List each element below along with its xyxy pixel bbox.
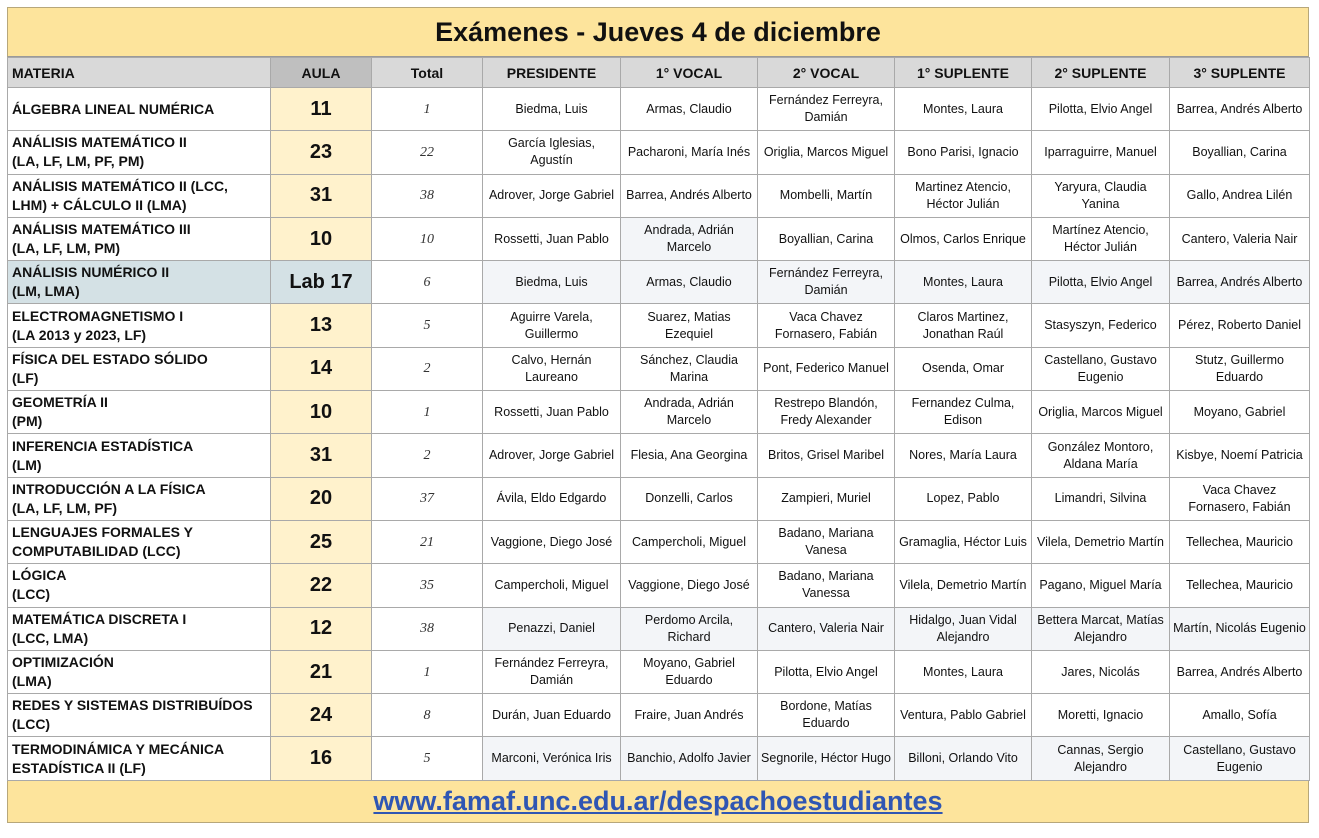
materia-careers: (LM) [12,456,42,473]
header-total: Total [372,58,483,88]
suplente-1-cell: Martinez Atencio, Héctor Julián [895,174,1032,217]
materia-careers: COMPUTABILIDAD (LCC) [12,543,181,560]
vocal-2-cell: Bordone, Matías Eduardo [758,694,895,737]
suplente-1-cell: Montes, Laura [895,88,1032,131]
materia-name: ÁLGEBRA LINEAL NUMÉRICA [12,100,215,117]
vocal-1-cell: Armas, Claudio [621,88,758,131]
total-cell: 1 [372,88,483,131]
header-row [8,58,1310,88]
presidente-cell: Adrover, Jorge Gabriel [483,174,621,217]
suplente-3-cell: Martín, Nicolás Eugenio [1170,607,1310,650]
suplente-1-cell: Vilela, Demetrio Martín [895,564,1032,607]
suplente-1-cell: Hidalgo, Juan Vidal Alejandro [895,607,1032,650]
suplente-1-cell: Nores, María Laura [895,434,1032,477]
total-cell: 5 [372,304,483,347]
aula-cell: 21 [271,650,372,693]
materia-name: ELECTROMAGNETISMO I [12,307,184,324]
presidente-cell: Rossetti, Juan Pablo [483,391,621,434]
total-cell: 1 [372,650,483,693]
header-presidente: PRESIDENTE [483,58,621,88]
vocal-2-cell: Boyallian, Carina [758,217,895,260]
suplente-3-cell: Barrea, Andrés Alberto [1170,261,1310,304]
materia-name: OPTIMIZACIÓN [12,654,114,670]
suplente-3-cell: Tellechea, Mauricio [1170,564,1310,607]
vocal-2-cell: Britos, Grisel Maribel [758,434,895,477]
materia-cell [8,131,271,174]
materia-cell [8,607,271,650]
suplente-3-cell: Tellechea, Mauricio [1170,520,1310,563]
total-cell: 10 [372,217,483,260]
materia-cell [8,217,271,260]
vocal-2-cell: Badano, Mariana Vanessa [758,564,895,607]
suplente-3-cell: Amallo, Sofía [1170,694,1310,737]
materia-cell [8,650,271,693]
vocal-2-cell: Fernández Ferreyra, Damián [758,88,895,131]
presidente-cell: Calvo, Hernán Laureano [483,347,621,390]
suplente-2-cell: Castellano, Gustavo Eugenio [1032,347,1170,390]
header-aula: AULA [271,58,372,88]
suplente-1-cell: Olmos, Carlos Enrique [895,217,1032,260]
suplente-2-cell: Pagano, Miguel María [1032,564,1170,607]
table-row [8,607,1310,650]
table-row [8,434,1310,477]
vocal-1-cell: Perdomo Arcila, Richard [621,607,758,650]
aula-cell: 14 [271,347,372,390]
materia-name: REDES Y SISTEMAS DISTRIBUÍDOS [12,697,253,714]
suplente-2-cell: Stasyszyn, Federico [1032,304,1170,347]
aula-cell: 11 [271,88,372,131]
materia-cell [8,391,271,434]
materia-name: FÍSICA DEL ESTADO SÓLIDO [12,350,208,367]
presidente-cell: Aguirre Varela, Guillermo [483,304,621,347]
total-cell: 8 [372,694,483,737]
suplente-1-cell: Billoni, Orlando Vito [895,737,1032,780]
vocal-2-cell: Cantero, Valeria Nair [758,607,895,650]
suplente-3-cell: Kisbye, Noemí Patricia [1170,434,1310,477]
aula-cell: Lab 17 [271,261,372,304]
vocal-2-cell: Mombelli, Martín [758,174,895,217]
materia-careers: (LM, LMA) [12,283,80,300]
despacho-estudiantes-link[interactable]: www.famaf.unc.edu.ar/despachoestudiantes [373,785,943,816]
total-cell: 37 [372,477,483,520]
presidente-cell: Rossetti, Juan Pablo [483,217,621,260]
materia-name: ANÁLISIS MATEMÁTICO II (LCC, [12,177,228,194]
presidente-cell: Biedma, Luis [483,88,621,131]
aula-cell: 31 [271,174,372,217]
suplente-3-cell: Boyallian, Carina [1170,131,1310,174]
aula-cell: 25 [271,520,372,563]
suplente-3-cell: Cantero, Valeria Nair [1170,217,1310,260]
total-cell: 38 [372,174,483,217]
materia-cell [8,88,271,131]
suplente-2-cell: Cannas, Sergio Alejandro [1032,737,1170,780]
total-cell: 22 [372,131,483,174]
vocal-2-cell: Pilotta, Elvio Angel [758,650,895,693]
materia-careers: (PM) [12,413,43,430]
vocal-1-cell: Pacharoni, María Inés [621,131,758,174]
exam-table [7,57,1310,781]
presidente-cell: Adrover, Jorge Gabriel [483,434,621,477]
suplente-2-cell: Yaryura, Claudia Yanina [1032,174,1170,217]
page-title: Exámenes - Jueves 4 de diciembre [435,16,881,47]
suplente-2-cell: Pilotta, Elvio Angel [1032,88,1170,131]
table-row [8,174,1310,217]
suplente-2-cell: Pilotta, Elvio Angel [1032,261,1170,304]
presidente-cell: Fernández Ferreyra, Damián [483,650,621,693]
table-body [8,88,1310,781]
materia-cell [8,694,271,737]
materia-name: ANÁLISIS MATEMÁTICO III [12,221,191,238]
suplente-3-cell: Vaca Chavez Fornasero, Fabián [1170,477,1310,520]
vocal-1-cell: Armas, Claudio [621,261,758,304]
materia-cell [8,434,271,477]
vocal-2-cell: Vaca Chavez Fornasero, Fabián [758,304,895,347]
aula-cell: 24 [271,694,372,737]
aula-cell: 10 [271,217,372,260]
aula-cell: 13 [271,304,372,347]
suplente-3-cell: Castellano, Gustavo Eugenio [1170,737,1310,780]
footer-bar [7,781,1309,823]
suplente-1-cell: Osenda, Omar [895,347,1032,390]
presidente-cell: Biedma, Luis [483,261,621,304]
presidente-cell: Ávila, Eldo Edgardo [483,477,621,520]
total-cell: 1 [372,391,483,434]
suplente-2-cell: Jares, Nicolás [1032,650,1170,693]
total-cell: 6 [372,261,483,304]
total-cell: 5 [372,737,483,780]
suplente-2-cell: Moretti, Ignacio [1032,694,1170,737]
materia-careers: (LCC, LMA) [12,629,89,646]
vocal-1-cell: Sánchez, Claudia Marina [621,347,758,390]
materia-careers: (LA 2013 y 2023, LF) [12,326,147,343]
suplente-1-cell: Fernandez Culma, Edison [895,391,1032,434]
materia-careers: (LCC) [12,716,51,733]
materia-careers: ESTADÍSTICA II (LF) [12,759,146,776]
vocal-2-cell: Fernández Ferreyra, Damián [758,261,895,304]
presidente-cell: Marconi, Verónica Iris [483,737,621,780]
aula-cell: 16 [271,737,372,780]
aula-cell: 10 [271,391,372,434]
vocal-1-cell: Fraire, Juan Andrés [621,694,758,737]
aula-cell: 20 [271,477,372,520]
table-row [8,131,1310,174]
header-suplente-2: 2° SUPLENTE [1032,58,1170,88]
header-materia: MATERIA [8,58,271,88]
table-row [8,650,1310,693]
total-cell: 38 [372,607,483,650]
suplente-3-cell: Pérez, Roberto Daniel [1170,304,1310,347]
table-row [8,347,1310,390]
suplente-3-cell: Gallo, Andrea Lilén [1170,174,1310,217]
header-vocal-2: 2° VOCAL [758,58,895,88]
total-cell: 21 [372,520,483,563]
materia-name: INTRODUCCIÓN A LA FÍSICA [12,480,206,497]
aula-cell: 12 [271,607,372,650]
table-row [8,477,1310,520]
vocal-1-cell: Andrada, Adrián Marcelo [621,391,758,434]
suplente-1-cell: Bono Parisi, Ignacio [895,131,1032,174]
materia-careers: (LCC) [12,586,51,603]
suplente-1-cell: Montes, Laura [895,650,1032,693]
aula-cell: 23 [271,131,372,174]
materia-cell [8,520,271,563]
materia-careers: (LA, LF, LM, PF, PM) [12,153,145,170]
materia-careers: (LA, LF, LM, PM) [12,240,121,257]
suplente-2-cell: Vilela, Demetrio Martín [1032,520,1170,563]
header-vocal-1: 1° VOCAL [621,58,758,88]
table-row [8,261,1310,304]
materia-cell [8,304,271,347]
table-row [8,217,1310,260]
suplente-1-cell: Gramaglia, Héctor Luis [895,520,1032,563]
vocal-1-cell: Barrea, Andrés Alberto [621,174,758,217]
suplente-2-cell: Martínez Atencio, Héctor Julián [1032,217,1170,260]
total-cell: 35 [372,564,483,607]
table-row [8,88,1310,131]
vocal-1-cell: Donzelli, Carlos [621,477,758,520]
suplente-1-cell: Claros Martinez, Jonathan Raúl [895,304,1032,347]
vocal-1-cell: Andrada, Adrián Marcelo [621,217,758,260]
materia-cell [8,564,271,607]
materia-name: LÓGICA [12,567,67,584]
table-row [8,564,1310,607]
total-cell: 2 [372,347,483,390]
aula-cell: 22 [271,564,372,607]
suplente-3-cell: Barrea, Andrés Alberto [1170,650,1310,693]
table-row [8,520,1310,563]
presidente-cell: García Iglesias, Agustín [483,131,621,174]
table-row [8,304,1310,347]
suplente-2-cell: Iparraguirre, Manuel [1032,131,1170,174]
aula-cell: 31 [271,434,372,477]
table-row [8,694,1310,737]
suplente-2-cell: Bettera Marcat, Matías Alejandro [1032,607,1170,650]
vocal-1-cell: Vaggione, Diego José [621,564,758,607]
materia-careers: (LA, LF, LM, PF) [12,499,117,516]
vocal-2-cell: Badano, Mariana Vanesa [758,520,895,563]
materia-cell [8,347,271,390]
materia-careers: (LF) [12,369,39,386]
header-suplente-3: 3° SUPLENTE [1170,58,1310,88]
vocal-1-cell: Flesia, Ana Georgina [621,434,758,477]
presidente-cell: Campercholi, Miguel [483,564,621,607]
vocal-2-cell: Zampieri, Muriel [758,477,895,520]
suplente-2-cell: Origlia, Marcos Miguel [1032,391,1170,434]
suplente-1-cell: Ventura, Pablo Gabriel [895,694,1032,737]
materia-name: INFERENCIA ESTADÍSTICA [12,437,194,454]
vocal-2-cell: Segnorile, Héctor Hugo [758,737,895,780]
suplente-3-cell: Barrea, Andrés Alberto [1170,88,1310,131]
suplente-3-cell: Moyano, Gabriel [1170,391,1310,434]
materia-name: GEOMETRÍA II [12,394,108,411]
title-bar [7,7,1309,57]
presidente-cell: Durán, Juan Eduardo [483,694,621,737]
vocal-1-cell: Campercholi, Miguel [621,520,758,563]
header-suplente-1: 1° SUPLENTE [895,58,1032,88]
suplente-1-cell: Lopez, Pablo [895,477,1032,520]
materia-name: ANÁLISIS NUMÉRICO II [12,264,170,281]
vocal-1-cell: Moyano, Gabriel Eduardo [621,650,758,693]
total-cell: 2 [372,434,483,477]
materia-name: LENGUAJES FORMALES Y [12,524,193,541]
materia-careers: LHM) + CÁLCULO II (LMA) [12,196,187,213]
presidente-cell: Penazzi, Daniel [483,607,621,650]
suplente-3-cell: Stutz, Guillermo Eduardo [1170,347,1310,390]
suplente-1-cell: Montes, Laura [895,261,1032,304]
presidente-cell: Vaggione, Diego José [483,520,621,563]
vocal-2-cell: Pont, Federico Manuel [758,347,895,390]
table-row [8,737,1310,780]
materia-cell [8,261,271,304]
materia-cell [8,174,271,217]
materia-name: MATEMÁTICA DISCRETA I [12,610,187,627]
exam-schedule-sheet [7,7,1309,823]
materia-name: ANÁLISIS MATEMÁTICO II [12,134,187,151]
vocal-1-cell: Banchio, Adolfo Javier [621,737,758,780]
materia-cell [8,477,271,520]
suplente-2-cell: González Montoro, Aldana María [1032,434,1170,477]
vocal-1-cell: Suarez, Matias Ezequiel [621,304,758,347]
vocal-2-cell: Origlia, Marcos Miguel [758,131,895,174]
materia-cell [8,737,271,780]
suplente-2-cell: Limandri, Silvina [1032,477,1170,520]
vocal-2-cell: Restrepo Blandón, Fredy Alexander [758,391,895,434]
table-row [8,391,1310,434]
materia-name: TERMODINÁMICA Y MECÁNICA [12,740,225,757]
materia-careers: (LMA) [12,673,52,689]
